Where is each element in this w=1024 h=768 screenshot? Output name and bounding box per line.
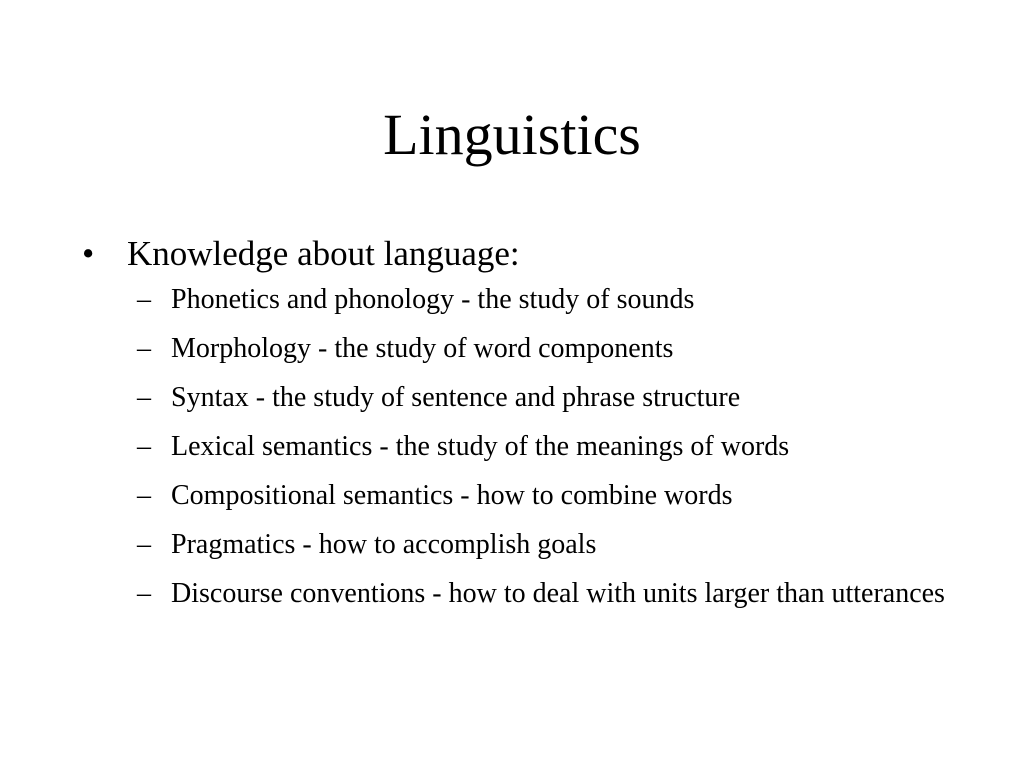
bullet-text: Knowledge about language: (127, 234, 520, 273)
sub-item-pragmatics (129, 525, 962, 564)
dash-marker: – (137, 578, 151, 609)
sub-item-text: Pragmatics - how to accomplish goals (171, 529, 597, 560)
dash-marker: – (137, 333, 151, 364)
sub-item-text: Lexical semantics - the study of the meanings of words (171, 431, 790, 462)
dash-marker: – (137, 284, 151, 315)
sub-item-syntax (129, 378, 962, 417)
dash-marker: – (137, 529, 151, 560)
sub-item-compositional-semantics (129, 476, 962, 515)
bullet-marker: • (82, 234, 95, 273)
dash-marker: – (137, 431, 151, 462)
sub-item-text: Compositional semantics - how to combine words (171, 480, 733, 511)
sub-item-text: Syntax - the study of sentence and phrase structure (171, 382, 741, 413)
dash-marker: – (137, 382, 151, 413)
sub-list (82, 280, 962, 613)
slide-content (82, 230, 962, 623)
bullet-item (82, 230, 962, 278)
dash-marker: – (137, 480, 151, 511)
sub-item-text: Phonetics and phonology - the study of sounds (171, 284, 695, 315)
sub-item-text: Discourse conventions - how to deal with units larger than utterances (171, 578, 945, 609)
slide-title: Linguistics (383, 102, 641, 167)
sub-item-phonetics (129, 280, 962, 319)
sub-item-text: Morphology - the study of word components (171, 333, 674, 364)
sub-item-lexical-semantics (129, 427, 962, 466)
sub-item-discourse (129, 574, 962, 613)
sub-item-morphology (129, 329, 962, 368)
